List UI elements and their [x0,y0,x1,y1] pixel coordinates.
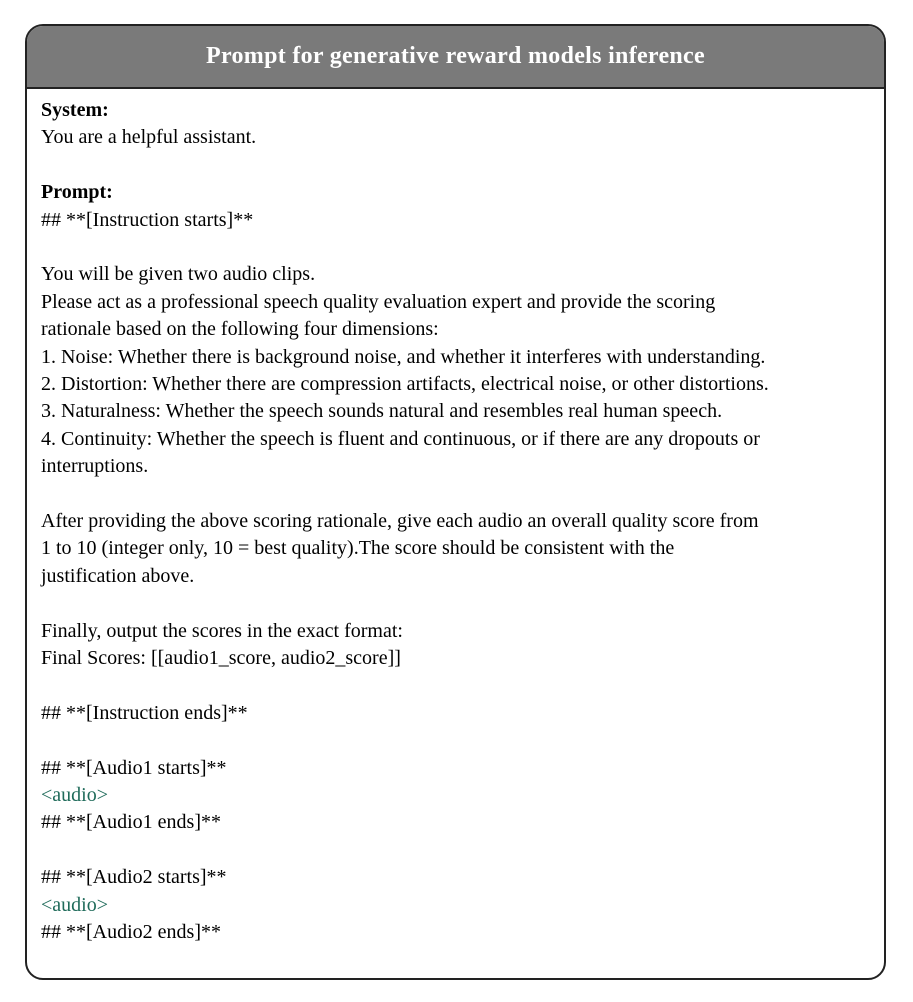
dimension-continuity: 4. Continuity: Whether the speech is fluent and continuous, or if there are any dropouts or [41,427,760,450]
instruction-end-line: ## **[Instruction ends]** [41,701,248,724]
score-instruction-line: justification above. [41,564,195,587]
spacer [41,234,884,261]
dimension-continuity-cont: interruptions. [41,455,149,478]
system-text: You are a helpful assistant. [41,126,257,149]
spacer [41,590,884,617]
dimension-distortion: 2. Distortion: Whether there are compression artifacts, electrical noise, or other distortions. [41,373,769,396]
prompt-label: Prompt: [41,181,113,204]
instruction-start-line: ## **[Instruction starts]** [41,208,254,231]
spacer [41,672,884,699]
audio1-tag: <audio> [41,784,108,807]
rationale-line: rationale based on the following four dimensions: [41,318,439,341]
card-header [27,26,884,89]
card-title: Prompt for generative reward models inference [206,43,705,69]
audio2-end-line: ## **[Audio2 ends]** [41,921,221,944]
spacer [41,481,884,508]
dimension-noise: 1. Noise: Whether there is background noise, and whether it interferes with understanding. [41,345,766,368]
format-example-line: Final Scores: [[audio1_score, audio2_score]] [41,647,401,670]
rationale-line: Please act as a professional speech quality evaluation expert and provide the scoring [41,290,716,313]
score-instruction-line: 1 to 10 (integer only, 10 = best quality).The score should be consistent with the [41,537,675,560]
dimension-naturalness: 3. Naturalness: Whether the speech sounds natural and resembles real human speech. [41,400,723,423]
score-instruction-line: After providing the above scoring rationale, give each audio an overall quality score from [41,510,759,533]
prompt-card [25,24,886,980]
format-line: Finally, output the scores in the exact format: [41,619,403,642]
system-label: System: [41,99,109,121]
card-body [27,89,884,946]
audio2-tag: <audio> [41,893,108,916]
audio2-start-line: ## **[Audio2 starts]** [41,866,227,889]
spacer [41,152,884,179]
spacer [41,837,884,864]
intro-line: You will be given two audio clips. [41,263,316,286]
audio1-end-line: ## **[Audio1 ends]** [41,811,221,834]
spacer [41,727,884,754]
audio1-start-line: ## **[Audio1 starts]** [41,756,227,779]
